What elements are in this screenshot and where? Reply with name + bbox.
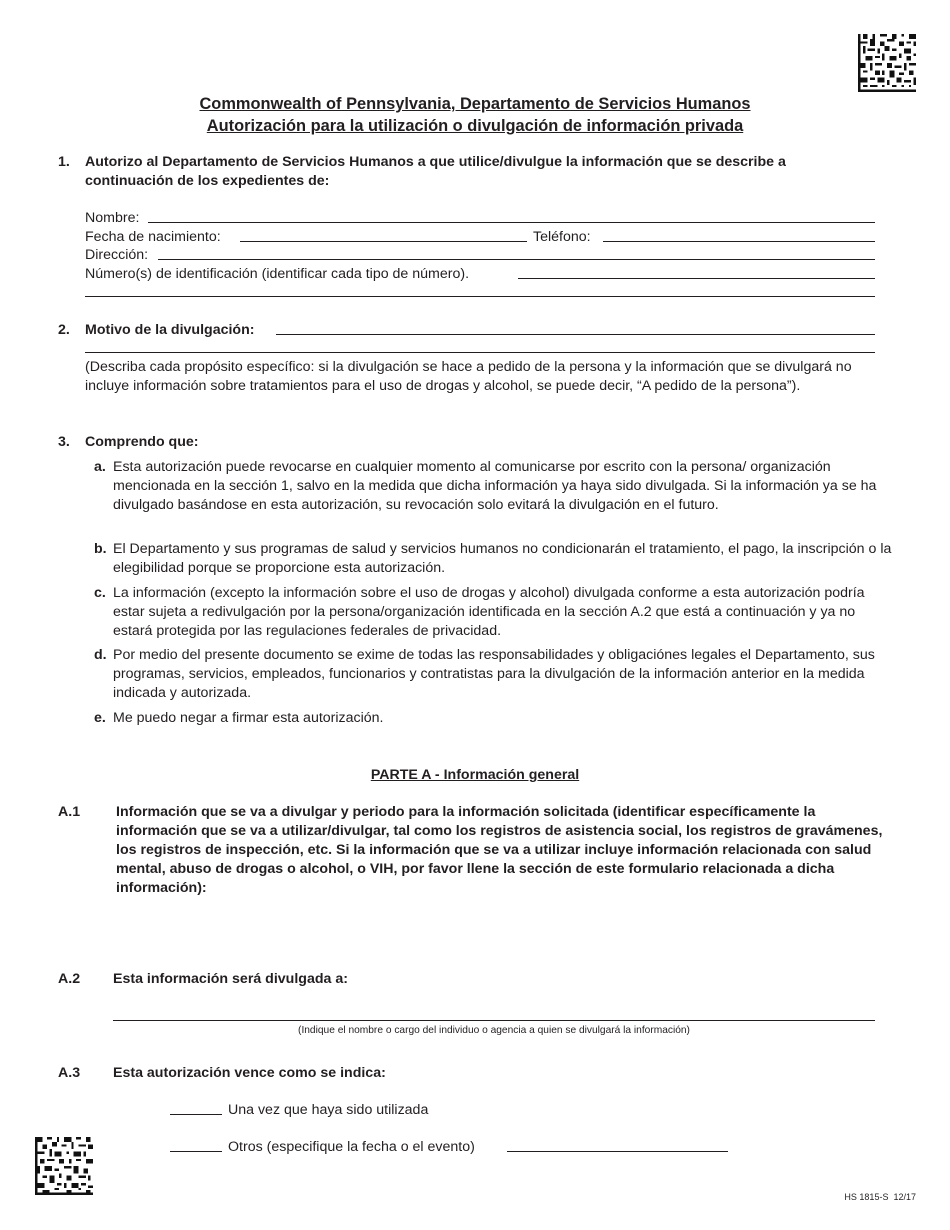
section-1-text: Autorizo al Departamento de Servicios Humanos a que utilice/divulgue la información que se describe a continuación de los expedientes de: <box>85 154 786 189</box>
section-1-number: 1. <box>58 154 70 170</box>
reason-note: (Describa cada propósito específico: si la divulgación se hace a pedido de la persona y la información que se divulgará no incluye información sobre tratamientos para el uso de drogas y alcohol, se puede decir, “A pedido de la persona”). <box>85 359 852 394</box>
recipient-note: (Indique el nombre o cargo del individuo o agencia a quien se divulgará la información) <box>298 1025 690 1036</box>
barcode-top-right <box>858 34 916 92</box>
expire-other-check-field[interactable] <box>170 1151 222 1152</box>
item-c-letter: c. <box>94 585 106 601</box>
item-b-letter: b. <box>94 541 107 557</box>
dob-field[interactable] <box>240 241 527 242</box>
name-field[interactable] <box>148 222 875 223</box>
item-e-letter: e. <box>94 710 106 726</box>
a3-text: Esta autorización vence como se indica: <box>113 1065 386 1081</box>
phone-label: Teléfono: <box>533 229 591 245</box>
reason-field[interactable] <box>276 334 875 335</box>
section-2-number: 2. <box>58 322 70 338</box>
dob-label: Fecha de nacimiento: <box>85 229 221 245</box>
item-a-letter: a. <box>94 459 106 475</box>
id-number-label: Número(s) de identificación (identificar cada tipo de número). <box>85 266 470 282</box>
address-field[interactable] <box>158 259 875 260</box>
understand-label: Comprendo que: <box>85 434 199 450</box>
id-number-field[interactable] <box>518 278 875 279</box>
a3-number: A.3 <box>58 1065 81 1081</box>
a2-text: Esta información será divulgada a: <box>113 971 348 987</box>
a1-number: A.1 <box>58 804 81 820</box>
reason-label: Motivo de la divulgación: <box>85 322 255 338</box>
item-a-text: Esta autorización puede revocarse en cualquier momento al comunicarse por escrito con la persona/ organización mencionada en la sección 1, salvo en la medida que dicha información ya haya sido divulgada. Si la información ya se ha divulgado basándose en esta autorización, su revocación solo evitará la divulgación en el futuro. <box>113 459 877 513</box>
address-label: Dirección: <box>85 247 149 263</box>
section-3-number: 3. <box>58 434 70 450</box>
a2-number: A.2 <box>58 971 81 987</box>
title-line-1: Commonwealth of Pennsylvania, Departamento de Servicios Humanos <box>199 95 751 113</box>
form-id: HS 1815-S <box>844 1192 889 1202</box>
reason-field-line-2[interactable] <box>85 352 875 353</box>
phone-field[interactable] <box>603 241 875 242</box>
item-e-text: Me puedo negar a firmar esta autorización. <box>113 710 384 726</box>
barcode-bottom-left <box>35 1137 93 1195</box>
expire-other-date-field[interactable] <box>507 1151 728 1152</box>
name-label: Nombre: <box>85 210 140 226</box>
recipient-field[interactable] <box>113 1020 875 1021</box>
form-date: 12/17 <box>893 1192 916 1202</box>
expire-once-field[interactable] <box>170 1114 222 1115</box>
expire-once-label: Una vez que haya sido utilizada <box>228 1102 429 1118</box>
id-number-field-line-2[interactable] <box>85 296 875 297</box>
item-d-letter: d. <box>94 647 107 663</box>
item-d-text: Por medio del presente documento se exime de todas las responsabilidades y obligaciónes legales el Departamento, sus programas, servicios, empleados, funcionarios y contratistas para la divulgación de la información anterior en la medida indicada y autorizada. <box>113 647 875 701</box>
expire-other-label: Otros (especifique la fecha o el evento) <box>228 1139 475 1155</box>
a1-text: Información que se va a divulgar y periodo para la información solicitada (identificar específicamente la información que se va a utilizar/divulgar, tal como los registros de asistencia social, los registros de gravámenes, los registros de inspección, etc. Si la información que se va a utilizar incluye información relacionada con salud mental, abuso de drogas o alcohol, o VIH, por favor llene la sección de este formulario relacionada a dicha información): <box>116 804 883 896</box>
item-c-text: La información (excepto la información sobre el uso de drogas y alcohol) divulgada conforme a esta autorización podría estar sujeta a redivulgación por la persona/organización identificada en la sección A.2 que está a continuación y ya no estará protegida por las regulaciones federales de privacidad. <box>113 585 865 639</box>
item-b-text: El Departamento y sus programas de salud y servicios humanos no condicionarán el tratamiento, el pago, la inscripción o la elegibilidad porque se proporcione esta autorización. <box>113 541 892 576</box>
title-line-2: Autorización para la utilización o divulgación de información privada <box>206 117 744 135</box>
part-a-heading: PARTE A - Información general <box>370 767 580 783</box>
form-id-footer <box>844 1192 916 1203</box>
